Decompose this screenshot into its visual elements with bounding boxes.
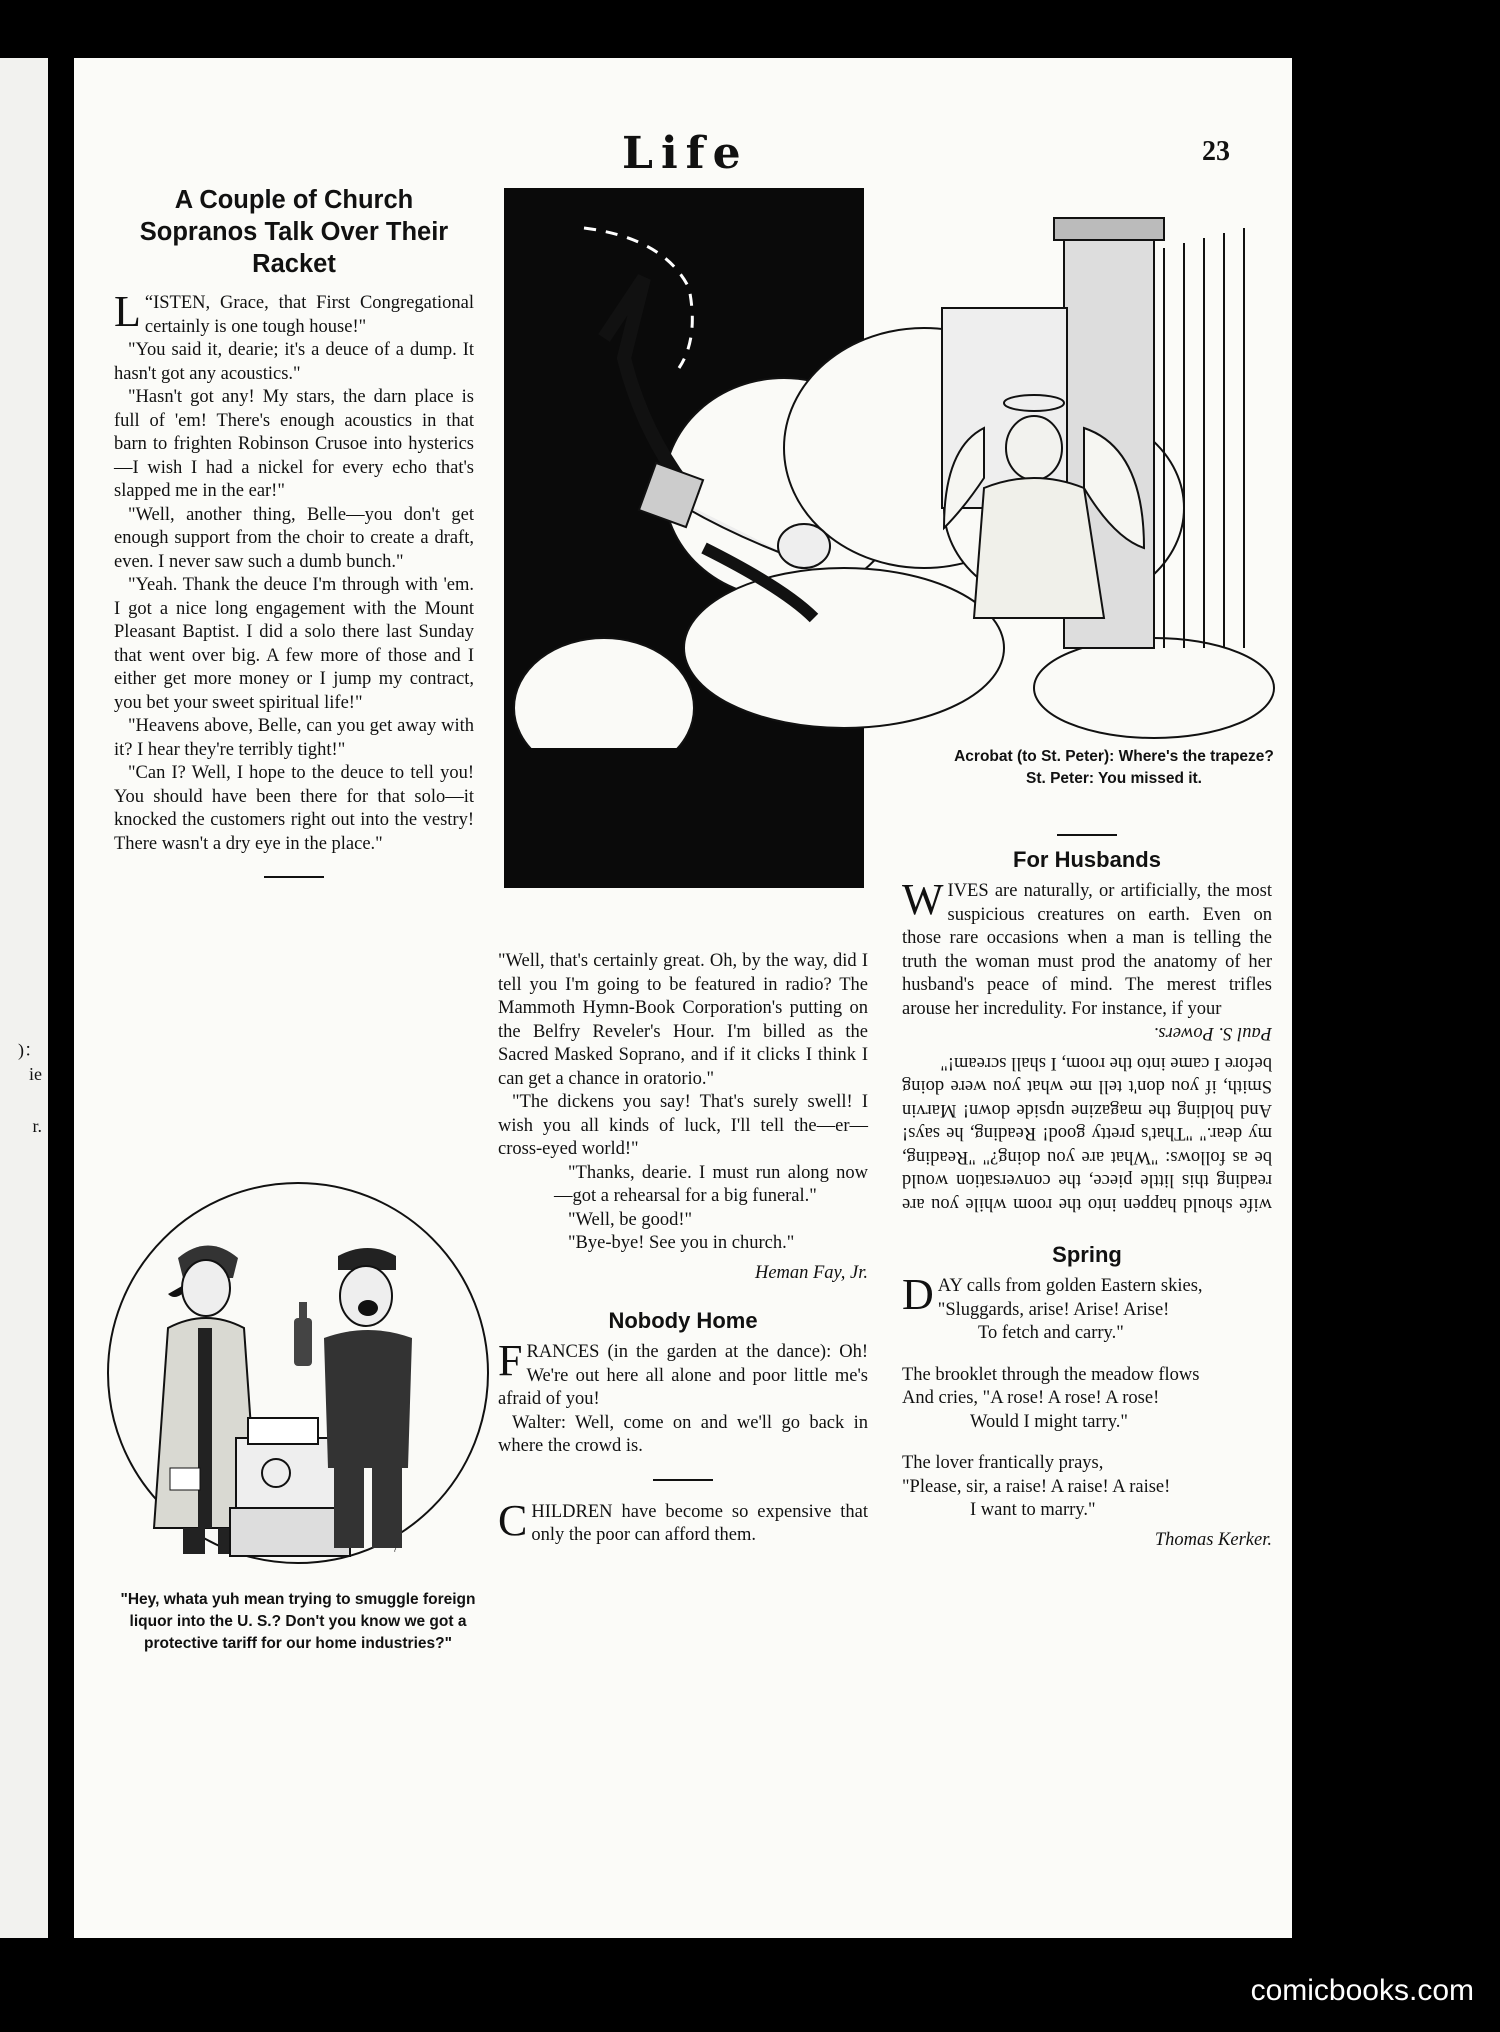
- article-paragraph: "Bye-bye! See you in church.": [568, 1233, 795, 1253]
- poem-line: DAY calls from golden Eastern skies,: [902, 1270, 1203, 1319]
- prev-page-fragment: ie: [29, 1064, 42, 1084]
- customs-cartoon: [98, 1168, 498, 1655]
- church-article: [114, 184, 474, 898]
- husbands-paragraph-upside-down: wife should happen into the room while you are reading this little piece, the conversation would be as follows: "What are you doing?" "Reading, my dear." "That's pretty good! Reading, he says! And holding the magazine upside down! Marvin Smith, if you don't tell me what you were doing before I came into the room, I shall scream!": [902, 1053, 1272, 1214]
- poem-line: I want to marry.": [970, 1500, 1096, 1520]
- nobody-home-paragraph: FRANCES (in the garden at the dance): Oh! We're out here all alone and poor little me's afraid of you!: [498, 1336, 868, 1409]
- drop-cap: L: [114, 287, 141, 336]
- article-paragraph: "Heavens above, Belle, can you get away with it? I hear they're terribly tight!": [114, 716, 474, 760]
- children-paragraph: CHILDREN have become so expensive that only the poor can afford them.: [498, 1495, 868, 1545]
- husbands-paragraph: WIVES are naturally, or artificially, the most suspicious creatures on earth. Even on those rare occasions when a man is telling the truth the woman must prod the anatomy of her husband's peace of mind. The merest trifles arouse her incredulity. For instance, if your: [902, 875, 1272, 1019]
- spring-poem: [902, 1270, 1272, 1523]
- article-paragraph: "Can I? Well, I hope to the deuce to tell you! You should have been there for that solo—it knocked the customers right out into the vestry! There wasn't a dry eye in the place.": [114, 763, 474, 854]
- acrobat-cartoon-caption: [944, 746, 1284, 790]
- upside-down-text-block: [902, 1021, 1272, 1215]
- article-paragraph: "The dickens you say! That's surely swell! I wish you all kinds of luck, I'll tell the—er—cross-eyed world!": [498, 1092, 868, 1159]
- article-paragraph: “ L ISTEN, Grace, that First Congregational certainly is one tough house!": [114, 287, 474, 337]
- husbands-title: For Husbands: [1013, 847, 1161, 872]
- acrobat-cartoon-illustration: [504, 188, 1284, 748]
- poem-line: The lover frantically prays,: [902, 1453, 1104, 1473]
- husbands-author: Paul S. Powers.: [1153, 1023, 1272, 1044]
- drop-cap: F: [498, 1336, 523, 1385]
- poem-line: The brooklet through the meadow flows: [902, 1364, 1200, 1385]
- magazine-page: [74, 58, 1292, 1938]
- article-paragraph: "Well, be good!": [568, 1209, 693, 1230]
- poem-line: To fetch and carry.": [978, 1323, 1124, 1343]
- article-paragraph: "Hasn't got any! My stars, the darn place is full of 'em! There's enough acoustics in that barn to frighten Robinson Crusoe into hysterics—I wish I had a nickel for every echo that's slapped me in the ear!": [114, 387, 474, 501]
- previous-page-edge: [0, 58, 48, 1938]
- poem-line: And cries, "A rose! A rose! A rose!: [902, 1388, 1160, 1408]
- drop-cap: C: [498, 1495, 528, 1545]
- page-number: 23: [1202, 136, 1230, 167]
- article-paragraph: "Thanks, dearie. I must run along now—got a rehearsal for a big funeral.": [554, 1162, 868, 1206]
- spring-title: Spring: [1052, 1242, 1122, 1267]
- article-paragraph: "Well, another thing, Belle—you don't get enough support from the choir to create a draft, even. I never saw such a dumb bunch.": [114, 504, 474, 572]
- poem-line: "Please, sir, a raise! A raise! A raise!: [902, 1476, 1171, 1497]
- drop-cap: D: [902, 1270, 934, 1319]
- acrobat-caption-line: St. Peter: You missed it.: [1025, 770, 1202, 787]
- spring-author: Thomas Kerker.: [1154, 1529, 1272, 1550]
- article-paragraph: "Well, that's certainly great. Oh, by the way, did I tell you I'm going to be featured in radio? The Mammoth Hymn-Book Corporation's putting on the Belfry Reveler's Hour. I'm billed as the Sacred Masked Soprano, and if it clicks I think I can get a chance in oratorio.": [498, 951, 868, 1089]
- poem-line: "Sluggards, arise! Arise! Arise!: [937, 1299, 1170, 1320]
- section-divider: [264, 876, 324, 878]
- acrobat-caption-line: Acrobat (to St. Peter): Where's the trapeze?: [954, 748, 1274, 765]
- section-divider: [653, 1479, 713, 1481]
- masthead: Life: [622, 128, 749, 179]
- section-divider: [1057, 834, 1117, 836]
- prev-page-fragment: r.: [32, 1116, 42, 1136]
- nobody-home-title: Nobody Home: [608, 1308, 758, 1333]
- article-paragraph: "You said it, dearie; it's a deuce of a dump. It hasn't got any acoustics.": [114, 340, 474, 384]
- nobody-home-paragraph: Walter: Well, come on and we'll go back in where the crowd is.: [498, 1412, 868, 1456]
- church-article-continued: [498, 950, 868, 1548]
- right-column: [902, 834, 1272, 1552]
- site-watermark: comicbooks.com: [1250, 1974, 1474, 2007]
- article-paragraph: "Yeah. Thank the deuce I'm through with 'em. I got a nice long engagement with the Mount Pleasant Baptist. I did a solo there last Sunday that went over big. A few more of those and I either get more money or I jump my contract, you bet your sweet spiritual life!": [114, 575, 474, 713]
- acrobat-cartoon: [504, 188, 1284, 787]
- prev-page-fragment: )：: [18, 1040, 42, 1060]
- customs-cartoon-illustration: [98, 1168, 498, 1578]
- poem-line: Would I might tarry.": [970, 1411, 1128, 1432]
- article-author: Heman Fay, Jr.: [754, 1262, 868, 1283]
- drop-cap: W: [902, 875, 944, 924]
- customs-cartoon-caption: "Hey, whata yuh mean trying to smuggle foreign liquor into the U. S.? Don't you know we got a protective tariff for our home industries?": [120, 1591, 476, 1652]
- article-headline: A Couple of Church Sopranos Talk Over Their Racket: [139, 186, 449, 278]
- svg-text:~~: ~~: [390, 1540, 403, 1554]
